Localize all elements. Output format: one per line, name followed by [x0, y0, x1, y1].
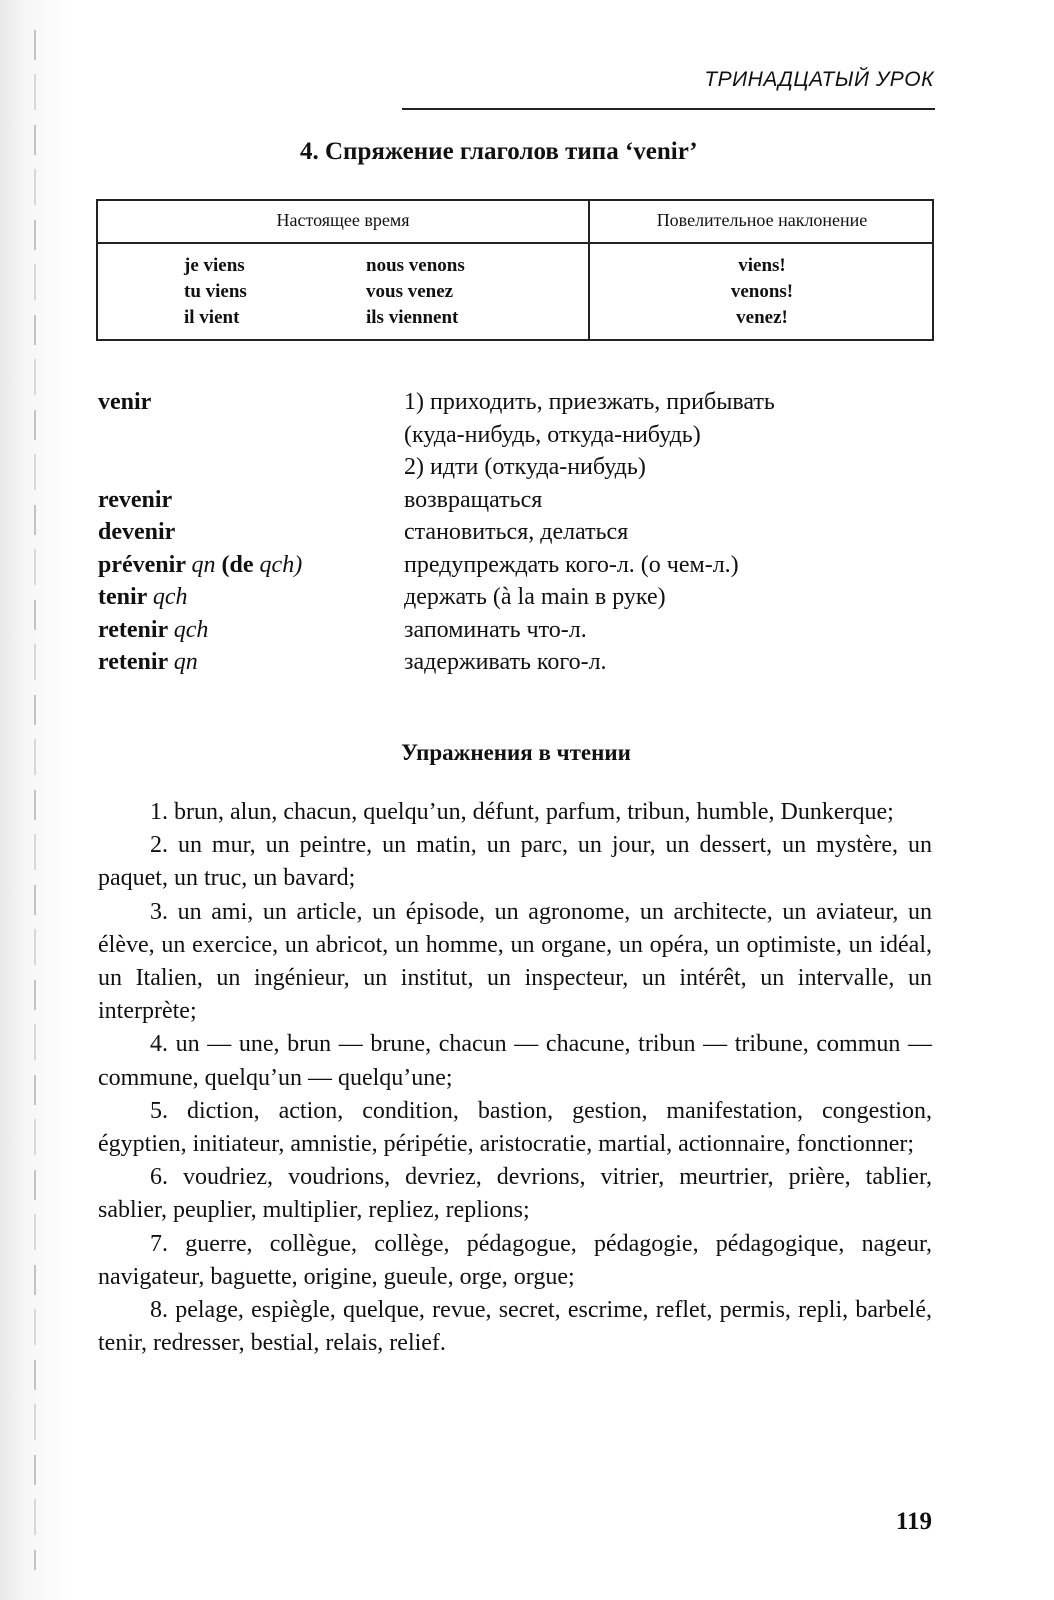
vocab-definition: становиться, делаться — [404, 519, 629, 545]
form-vous: vous venez — [366, 281, 454, 302]
header-rule — [402, 108, 935, 110]
page-number: 119 — [895, 1508, 932, 1535]
vocab-term: devenir — [98, 519, 176, 545]
singular-forms — [184, 253, 247, 331]
vocab-entry — [98, 549, 938, 582]
imperative-nous: venons! — [730, 281, 794, 302]
header-present-tense: Настоящее время — [276, 210, 410, 230]
vocab-term: prévenir qn (de qch) — [98, 551, 303, 578]
vocab-definition: 1) приходить, приезжать, прибывать (куда-нибудь, откуда-нибудь) 2) идти (откуда-нибудь) — [404, 389, 775, 480]
form-je: je viens — [184, 255, 245, 276]
form-tu: tu viens — [184, 281, 247, 302]
exercise-item: 5. diction, action, condition, bastion, gestion, manifestation, congestion, égyptien, initiateur, amnistie, péripétie, aristocratie, martial, actionnaire, fonctionner; — [98, 1097, 932, 1158]
vocab-entry — [98, 516, 938, 549]
plural-forms — [366, 253, 465, 331]
vocab-entry — [98, 386, 938, 484]
header-imperative: Повелительное наклонение — [656, 210, 868, 230]
vocab-entry — [98, 484, 938, 517]
vocab-definition: возвращаться — [404, 486, 543, 513]
vocabulary-list — [98, 386, 938, 679]
vocab-term: venir — [98, 389, 152, 415]
imperative-forms — [590, 253, 934, 331]
vocab-definition: задерживать кого-л. — [404, 649, 607, 675]
vocab-term: revenir — [98, 486, 173, 513]
form-il: il vient — [184, 307, 240, 328]
exercise-item: 1. brun, alun, chacun, quelqu’un, défunt, parfum, tribun, humble, Dunkerque; — [150, 799, 894, 825]
conjugation-table — [96, 199, 934, 341]
running-head: ТРИНАДЦАТЫЙ УРОК — [704, 68, 934, 91]
exercise-item: 4. un — une, brun — brune, chacun — chacune, tribun — tribune, commun — commune, quelqu’un — quelqu’une; — [98, 1031, 932, 1091]
imperative-vous: venez! — [736, 307, 788, 328]
section-title: 4. Спряжение глаголов типа ‘venir’ — [300, 138, 698, 165]
vocab-entry — [98, 646, 938, 679]
exercise-item: 8. pelage, espiègle, quelque, revue, secret, escrime, reflet, permis, repli, barbelé, tenir, redresser, bestial, relais, relief. — [98, 1297, 932, 1357]
vocab-entry — [98, 581, 938, 614]
form-ils: ils viennent — [366, 307, 459, 328]
vocab-term: retenir qn — [98, 649, 198, 675]
vocab-definition: запоминать что-л. — [404, 616, 587, 643]
exercise-item: 6. voudriez, voudrions, devriez, devrions, vitrier, meurtrier, prière, tablier, sablier, peuplier, multiplier, repliez, replions; — [98, 1164, 932, 1224]
binding-shadow — [0, 0, 70, 1600]
exercise-title: Упражнения в чтении — [401, 740, 631, 765]
exercise-item: 3. un ami, un article, un épisode, un agronome, un architecte, un aviateur, un élève, un exercice, un abricot, un homme, un organe, un opéra, un optimiste, un idéal, un Italien, un ingénieur, un institut, un inspecteur, un intérêt, un intervalle, un interprète; — [98, 898, 932, 1025]
imperative-tu: viens! — [738, 255, 786, 276]
exercise-item: 2. un mur, un peintre, un matin, un parc, un jour, un dessert, un mystère, un paquet, un truc, un bavard; — [98, 832, 932, 892]
vocab-term: retenir qch — [98, 616, 209, 643]
exercise-list — [98, 796, 932, 1360]
vocab-definition: предупреждать кого-л. (о чем-л.) — [404, 551, 739, 578]
vocab-term: tenir qch — [98, 584, 188, 610]
exercise-item: 7. guerre, collègue, collège, pédagogue, pédagogie, pédagogique, nageur, navigateur, baguette, origine, gueule, orge, orgue; — [98, 1230, 932, 1290]
form-nous: nous venons — [366, 255, 465, 276]
vocab-entry — [98, 614, 938, 647]
vocab-definition: держать (à la main в руке) — [404, 584, 666, 610]
